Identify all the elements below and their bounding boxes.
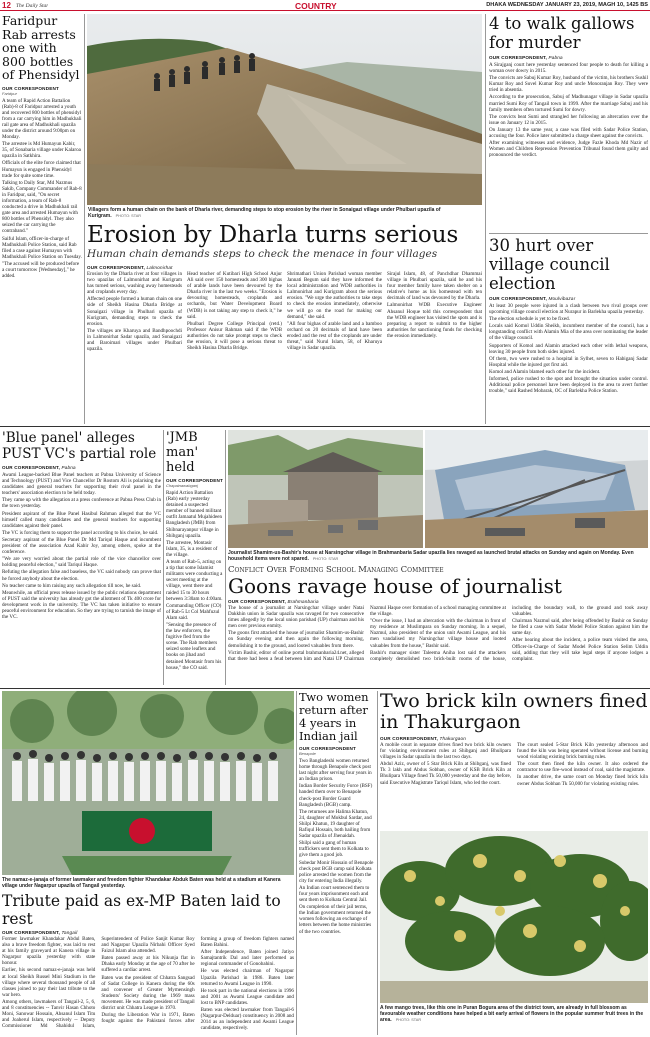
paragraph: After examining witnesses and evidence, Judge Fazle Khoda Md Nazir of Women and Children Repression Prevention Tribunal found them guilty and pronounced the verdict. — [489, 140, 648, 159]
paragraph: Of them, two were rushed to a hospital in Sylhet, seven to Habiganj Sadar Hospital while the injured got first aid. — [489, 355, 648, 368]
paragraph: Chairman Nazmul said, after being offended by Bashir on Sunday he filed a case with Sadar Model Police Station against him the same day. — [512, 618, 648, 637]
story-jmb — [166, 430, 223, 685]
paragraph: The election schedule is yet to be fixed. — [489, 316, 570, 323]
story-tribute — [2, 892, 294, 1035]
paragraph: Rapid Action Battalion (Rab) early yesterday detained a suspected member of banned militant outfit Jamaatul Mujahideen Bangladesh (JMB) from Shibnarayanpur village in Shibganj upazila. — [166, 490, 223, 539]
paragraph: The convicts beat Sumi and strangled her following an altercation over the issue on January 12 in 2015. — [489, 113, 648, 126]
byline: OUR CORRESPONDENT — [2, 85, 59, 91]
byline: OUR CORRESPONDENT, Thakurgaon — [380, 736, 466, 741]
paragraph: Refuting the allegation false and baseless, the VC said nobody can prove that he forced anybody about the election. — [2, 569, 161, 582]
paragraph: President aspirant of the Blue Panel Hasibul Rahman alleged that the VC himself called many candidates and the general teachers for supporting candidates against their panel. — [2, 510, 161, 529]
paragraph: In another drive, the same court on Monday fined brick kiln owner Abdus Sobhan Tk 50,000 for violating existing rules. — [517, 774, 648, 787]
riverbank-image — [87, 14, 482, 205]
paragraph: Baten was elected lawmaker from Tangail-6 (Nagarpur-Delduar) constituency in 2008 and 2014 as an independent and Awami League candidate, respectively. — [200, 1007, 294, 1032]
photo-caption-erosion — [88, 207, 481, 221]
headline: Tribute paid as ex-MP Baten laid to rest — [2, 892, 281, 928]
dateline: DHAKA WEDNESDAY JANUARY 23, 2019, MAGH 10, 1425 BS — [486, 2, 648, 8]
paragraph: The house of a journalist at Narsingchar village under Natai Dakkhin union in Sadar upazila was ravaged for two consecutive times allegedly by the local union parishad (UP) chairman and his men over previous enmity. — [228, 605, 364, 630]
article-body — [2, 98, 82, 280]
byline: OUR CORRESPONDENT, Lalmonirhat — [87, 265, 173, 270]
debris-image — [425, 430, 648, 548]
paragraph: "The accused will be produced before a court tomorrow [Wednesday]," he added. — [2, 260, 80, 280]
paragraph: The returnees are Halima Khatun, 24, daughter of Mokbul Sardar, and Shilpi Khatun, 19 daughter of Rafiqul Hossain, both hailing from Sadar upazila of Jhenaidah. — [299, 808, 372, 840]
article-body — [380, 742, 648, 829]
caption-text: Journalist Shamim-us-Bashir's house at Narsingchar village in Brahmanbaria Sadar upazila lies ravaged as launched brutal attacks on Sunday and again on Monday. Even household items were not spared. — [228, 550, 634, 562]
paragraph: Locals said Komol Uddin Sheikh, incumbent member of the council, has a longstanding conflict with Alamin Mia of the area over nominating the leader of the village council. — [489, 323, 648, 342]
ravaged-house-image — [228, 430, 423, 548]
article-body — [299, 758, 374, 935]
photo-credit: PHOTO: STAR — [115, 214, 142, 218]
paragraph: A team of Rab-5, acting on a tip that some Islamist militants were conducting a secret meeting at the village, went there and raided 15 to 30 hours between 3:30am to 4:00am. — [166, 559, 223, 602]
paragraph: "All four bighas of arable land and a bamboo orchard on 20 decimals of land have been eroded and the rest of the croplands are under threat," said Nurul Islam, 58, of Kharuya village in Sadar upazila. — [287, 320, 382, 352]
paragraph: The VC is forcing them to support the panel according to his choice, he said. — [2, 529, 159, 536]
story-kilns — [380, 691, 648, 829]
paragraph: Phulbari Degree College Principal (retd.) Professor Anisur Rahman said if the WDB authorities do not take prompt steps to check the erosion, it will pose a serious threat to Sheikh Hasina Dharla Bridge. — [187, 320, 282, 352]
paragraph: Victim Bashir, editor of online portal brahmanbaria24.net, alleged that there had been a feud between him and Natai UP Chairman Nazmul Haque over formation of a school managing committee at the village. — [228, 605, 506, 662]
paragraph: Meanwhile, an official press release issued by the public relations department of PUST said the university has already got the allotment of Tk 400 crore for development work in the university. The VC has taken initiative to ensure peaceful environment for education. So they are trying to tarnish the image of the VC. — [2, 589, 161, 621]
paragraph: Erosion by the Dharla river at four villages in two upazilas of Lalmonirhat and Kurigram has turned serious, washing away homesteads and croplands every day. — [87, 271, 182, 296]
paragraph: Talking to Daily Star, Md Nazmus Sakib, Company Commander of Rab-8 in Faridpur, said, "On secret information, a team of Rab-8 conducted a drive in Madhukhali rail gate area and arrested Humayun with 800 bottles of Phensidyl. They also seized the car carrying the contraband." — [2, 179, 82, 235]
paragraph: Former lawmaker Khandakar Abdul Baten, also a brave freedom fighter, was laid to rest at his family graveyard at Kanera village in Nagarpur upazila yesterday with state honour. — [2, 936, 96, 967]
paragraph: Affected people formed a human chain on one side of Sheikh Hasina Dharla Bridge at Sonaigazi village in Phulbari upazila of Kurigram, demanding steps to check the erosion. — [87, 296, 182, 327]
byline: OUR CORRESPONDENT, Pabna — [489, 55, 563, 60]
byline: OUR CORRESPONDENT — [299, 746, 356, 751]
headline: 'Blue panel' alleges PUST VC's partial role — [2, 430, 157, 462]
paragraph: He took part in the national elections in 1996 and 2001 as Awami League candidate and lost to BNP candidates. — [200, 987, 294, 1006]
paragraph: A Sirajganj court here yesterday sentenced four people to death for killing a woman over dowry in 2015. — [489, 62, 648, 75]
paragraph: Bashir's manager sister Taleema Aniha lost said the attackers completely demolished two brick-built rooms of the house, including the boundary wall, to the ground and took away valuables. — [370, 605, 648, 662]
paragraph: The court then fined the kiln owner. It also ordered the contractor to use fire-wood instead of coal, said the magistrate. — [517, 761, 648, 774]
photo-caption-tribute — [2, 877, 294, 891]
paragraph: During the Liberation War in 1971, Baten fought against the Pakistani forces after forming a group of freedom fighters named Baten Bahini. — [101, 936, 294, 1025]
paragraph: Secretary aspirant of the Blue Panel Dr Md Tariqul Haque and incumbent president of the association Azad Kabir Joy, among others, spoke at the conference. — [2, 536, 161, 556]
paragraph: According to the prosecution, Sabuj of Madhunagar village in Sadar upazila married Sumi Roy of Tangail town in 1999. After the marriage Sabuj and his family members often tortured Sumi for dowry. — [489, 94, 648, 113]
paragraph: Awami League-backed Blue Panel teachers at Pabna University of Science and Technology (PUST) and Vice Chancellor Dr Rostom Ali is polarising the candidates and general teachers for supporting their rival panel in the teachers' association election to be held today. — [2, 472, 161, 497]
photo-caption-mango — [380, 1005, 648, 1035]
photo-caption-journalist — [228, 550, 648, 564]
byline-place: Faridpur — [2, 90, 17, 96]
photo-credit: PHOTO: STAR — [312, 557, 339, 561]
paragraph: Informed, police rushed to the spot and brought the situation under control. Additional police personnel have been deployed in the area to avert further trouble," said Rashed Mobarak, OC of Barlekha Police Station. — [489, 376, 648, 395]
paragraph: Officials of the elite force claimed that Humayun is engaged in Phensidyl trade for quite some time. — [2, 160, 81, 179]
paragraph: After Independence, Baten joined Jatiyo Samajtantrik Dal and later performed as regional commander of Gonobahini. — [200, 949, 294, 968]
paragraph: The arrestee is Md Humayun Kabir, 35, of Sonabaria village under Kalaroa upazila in Satkhira. — [2, 141, 81, 160]
headline: 4 to walk gallows for murder — [489, 14, 635, 52]
paragraph: Among others, lawmakers of Tangail-2, 5, 6, and 8 constituencies -- Tanvir Hasan Chhoto Moni, Sanowar Hossain, Ahsanul Islam Titu and Joaherul Islam, respectively -- Deputy Commissioner Md Shahidul Islam, Superintendent of Police Sanjit Kumar Roy and Nagarpur Upazila Nirbahi Officer Syed Faizul Islam also attended. — [2, 936, 195, 1030]
byline: OUR CORRESPONDENT, Tangail — [2, 930, 78, 935]
masthead — [0, 0, 650, 11]
paragraph: "We are very worried about the partial role of the vice chancellor over holding peaceful election," said Tariqul Haque. — [2, 556, 161, 569]
paragraph: On completion of their jail terms, the Indian government returned the women following an exchange of letters between the home ministries of the two countries. — [299, 904, 372, 935]
byline-place: Chapainawabganj — [166, 483, 199, 488]
photo-ravaged-house-left — [228, 430, 423, 548]
section-title: COUNTRY — [295, 0, 337, 11]
caption-text: Villagers form a human chain on the bank of Dharla river, demanding steps to stop erosion by the river in Sonaigazi village under Phulbari upazila of Kurigram. — [88, 207, 441, 219]
article-body — [2, 936, 294, 1035]
paragraph: "Sensing the presence of the law enforcers, the fugitive fled from the scene. The Rab members seized some leaflets and books on jihad and detained Montasir from his house," the CO said. — [166, 621, 222, 671]
paragraph: Subedar Monir Hossain of Benapole check post BGB camp said Kolkata police arrested the women from the city for entering India illegally. — [299, 859, 374, 884]
paragraph: Komol and Alamin blamed each other for the incident. — [489, 368, 601, 375]
headline: Two brick kiln owners fined in Thakurgaon — [380, 691, 648, 733]
story-gallows — [489, 14, 648, 232]
paper-name: The Daily Star — [16, 2, 49, 9]
article-body — [228, 605, 648, 681]
subhead: Human chain demands steps to check the menace in four villages — [87, 248, 438, 260]
headline: Faridpur Rab arrests one with 800 bottles of Phensidyl — [2, 14, 80, 82]
byline-place: Benapole — [299, 751, 316, 756]
paragraph: The goons first attacked the house of journalist Shamim-us-Bashir on Sunday evening and then again the following morning, demolishing it to the ground, and looted valuables from there. — [228, 630, 364, 649]
photo-ravaged-house-right — [425, 430, 648, 548]
story-journalist — [228, 565, 648, 685]
funeral-prayer-image — [2, 691, 294, 875]
paragraph: A team of Rapid Action Battalion (Rab)-8 of Faridpur arrested a youth and recovered 800 bottles of phensidyl from a car carrying him in Madhukhali rail gate area of Madhukhali upazila under the district around 9:00pm on Monday. — [2, 97, 82, 141]
paragraph: The arrestee, Montasir Islam, 35, is a resident of the village. — [166, 539, 218, 558]
photo-river-erosion — [87, 14, 482, 205]
paragraph: Head teacher of Kutibari High School Anjur Ali said over 150 homesteads and 300 bighas of arable lands have been devoured by the Dharla river in the last two weeks. "Erosion is devouring homesteads, croplands and orchards, but Water Development Board (WDB) is not taking any step to check it," he said. — [187, 271, 282, 320]
kicker: Conflict Over Forming School Managing Committee — [228, 565, 444, 575]
story-pust — [2, 430, 161, 685]
paragraph: The convicts are Sabuj Kumar Roy, husband of the victim, his brothers Sushil Kumar Roy and Suvel Kumar Roy and uncle Monoranjan Roy. They were tried in absentia. — [489, 75, 648, 94]
paragraph: A mobile court in separate drives fined two brick kiln owners for violating environment rules at Shibganj and Bhulipara villages in Sadar upazila in the last two days. — [380, 742, 511, 761]
article-body — [166, 490, 223, 671]
paragraph: Two Bangladeshi women returned home through Benapole check post last night after serving four years in an Indian prison. — [299, 758, 372, 783]
story-faridpur — [2, 14, 82, 424]
headline: Goons ravage house of journalist — [228, 574, 562, 598]
paragraph: Shilpi said a gang of human traffickers sent them to Kolkata to give them a good job. — [299, 840, 369, 859]
paragraph: Lalmonirhat WDB Executive Engineer Ahsanul Hoque told this correspondent that the WDB engineer has visited the spots and is preparing a report to submit to the higher authorities for sanctioning funds for checking the erosion immediately. — [387, 302, 482, 339]
story-erosion — [87, 222, 482, 422]
paragraph: The court sealed 5-Star Brick Kiln yesterday afternoon and found the kiln was being operated without license and burning wood violating existing brick burning rules. — [517, 742, 648, 761]
byline: OUR CORRESPONDENT, Pabna — [2, 465, 76, 470]
story-council — [489, 236, 648, 424]
headline: Erosion by Dharla turns serious — [87, 222, 459, 248]
article-body — [489, 303, 648, 394]
page-number: 12 — [2, 1, 11, 10]
byline: OUR CORRESPONDENT, Moulvibazar — [489, 296, 576, 301]
photo-mango-blossom — [380, 831, 648, 1003]
paragraph: They came up with the allegation at a press conference at Pabna Press Club in the town yesterday. — [2, 497, 161, 510]
paragraph: After hearing about the incident, a police team visited the area, Officer-in-Charge of Sadar Model Police Station Selim Uddin said, adding that they will take legal steps if anyone lodges a complaint. — [512, 637, 648, 662]
story-women — [299, 691, 374, 1035]
paragraph: No teacher came to him raising any such allegation till now, he said. — [2, 582, 142, 589]
article-body — [87, 271, 482, 421]
paragraph: Earlier, his second namaz-e-janaja was held at local Sheikh Russel Mini Stadium in the village where several thousand people of all classes joined to pay their last tribute to the war hero. — [2, 967, 96, 998]
paragraph: Saiful Islam, officer-in-charge of Madhukhali Police Station, said Rab filed a case against Humayun with Madhukhali Police Station on Tuesday. — [2, 235, 82, 260]
paragraph: At least 30 people were injured in a clash between two rival groups over upcoming village council election at Nurapur in Barlekha upazila yesterday. — [489, 303, 648, 316]
article-body — [2, 472, 161, 620]
headline: Two women return after 4 years in Indian jail — [299, 691, 369, 743]
headline: 30 hurt over village council election — [489, 236, 610, 293]
paragraph: Abdul Aziz, owner of 5 Star Brick Kiln at Shibganj, was fined Tk 3 lakh and Abdus Sobhan, owner of KSB Brick Kiln at Bhulipara Village fined Tk 50,000 yesterday and the day before, said Executive Magistrate Tariqul Islam, who led the court. — [380, 761, 511, 786]
paragraph: Supporters of Komol and Alamin attacked each other with lethal weapons, leaving 30 people from both sides injured. — [489, 342, 648, 355]
paragraph: He was elected chairman of Nagarpur Upazila Parishad in 1986. Baten later returned to Awami League in 1990. — [200, 968, 294, 987]
article-body — [489, 62, 648, 158]
paragraph: Shrimathari Union Parishad woman member Jannati Begum said they have informed the local administration and WDB authorities in Lalmonirhat and Kurigram about the serious erosion. "We urge the authorities to take steps to check the erosion immediately, otherwise we will go on the road for making our demand," she said. — [287, 271, 382, 320]
paragraph: Sirajul Islam, 48, of Panchdhar Dhammai village in Phulbari upazila, said he and his four member family have taken shelter on a relative's home as his homestead with ten decimals of land was devoured by the Dharla. — [387, 271, 482, 302]
headline: 'JMB man' held — [166, 430, 199, 475]
caption-text: A few mango trees, like this one in Puran Bogura area of the district town, are already in full blossom as favourable weather conditions have helped a bit early arrival of flowers in the popular summer fruit trees in the area. — [380, 1005, 644, 1023]
caption-text: The namaz-e-janaja of former lawmaker and freedom fighter Khandakar Abduk Baten was held at a stadium at Kanera village under Nagarpur upazila of Tangail yesterday. — [2, 877, 281, 889]
photo-credit: PHOTO: STAR — [395, 1018, 422, 1022]
paragraph: Indian Border Security Force (BSF) handed them over to Benapole check-post Border Guard Bangladesh (BGB) camp. — [299, 783, 373, 808]
paragraph: Commanding Officer (CO) of Rab-5 Lt Col Mahfuzul Alam said. — [166, 602, 222, 621]
paragraph: On January 13 the same year, a case was filed with Sadar Police Station, accusing the four. Police later submitted a charge sheet against the convicts. — [489, 126, 648, 140]
paragraph: Baten was the president of Chhatra Sangsad of Sadat College in Kanera during the 60s and convener of Greater Mymensingh Students' Society during the 1969 mass movement. He was made president of Tangail district unit Chhatra League in 1970. — [101, 974, 195, 1012]
paragraph: Baten passed away at his Nikunja flat in Dhaka early Monday at the age of 70 after he suffered a cardiac arrest. — [101, 955, 195, 974]
byline: OUR CORRESPONDENT, Brahmanbaria — [228, 599, 319, 604]
paragraph: The villages are Kharuya and Bandhpoochdi in Lalmonirhat Sadar upazila, and Sonaigazi and Baroimari villages under Phulbari upazila. — [87, 327, 182, 353]
paragraph: "Over the issue, I had an altercation with the chairman in front of my residence at Muslimpara on Sunday morning. In a sequel, Nazmul, also president of the union unit Awami League, and his men vandalised my Narsingchar village house and looted valuables from the house," Bashir said. — [370, 618, 506, 649]
byline: OUR CORRESPONDENT — [166, 478, 223, 483]
photo-janaja — [2, 691, 294, 875]
paragraph: An Indian court sentenced them to four years imprisonment each and sent them to Kolkata Central Jail. — [299, 884, 370, 904]
mango-tree-image — [380, 831, 648, 1003]
